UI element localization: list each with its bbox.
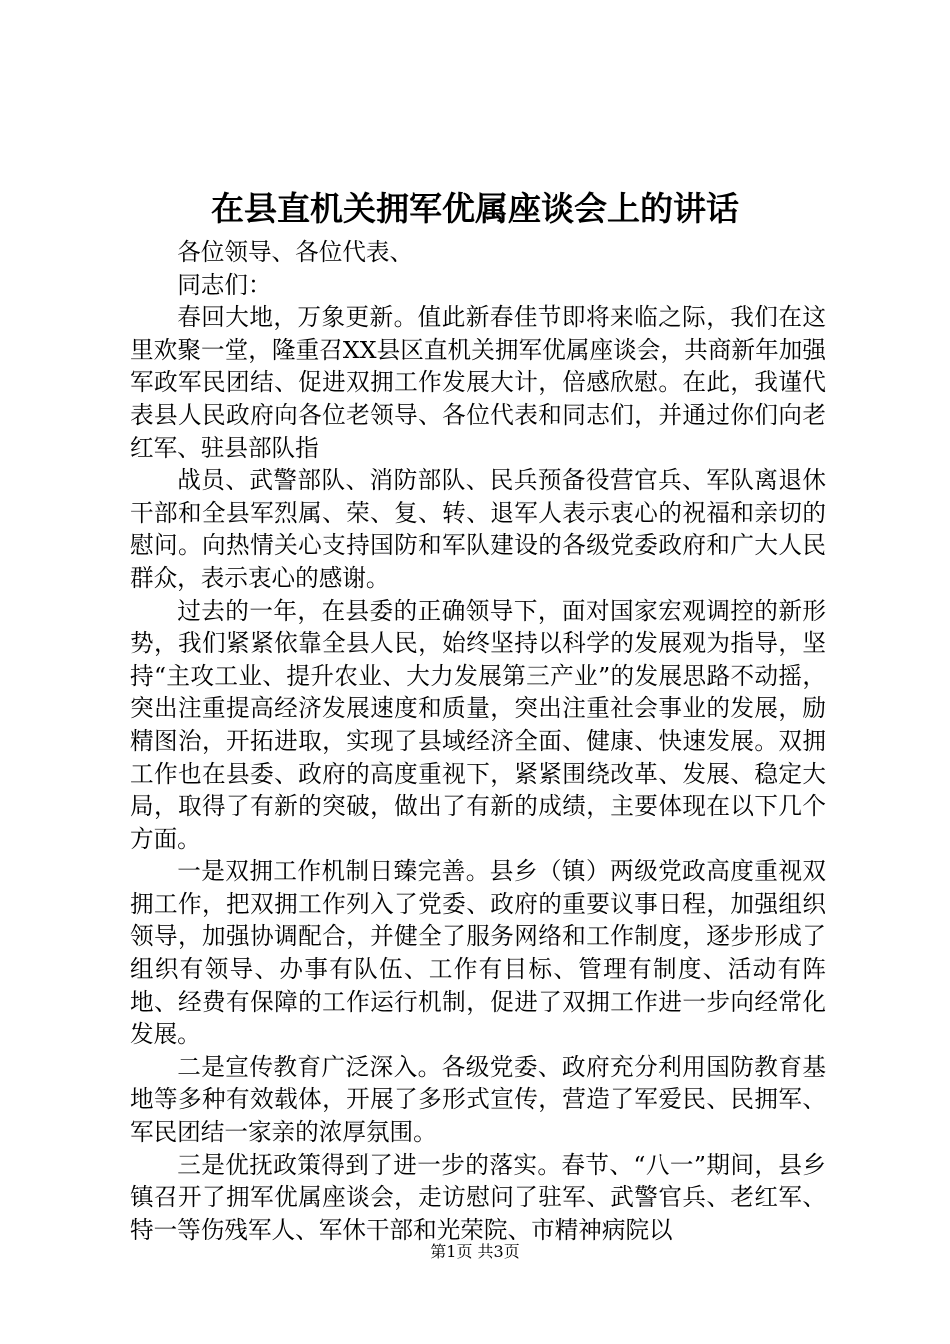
- paragraph: 三是优抚政策得到了进一步的落实。春节、“八一”期间，县乡镇召开了拥军优属座谈会，走访慰问了驻军、武警官兵、老红军、特一等伤残军人、军休干部和光荣院、市精神病院以: [130, 1150, 826, 1244]
- salutation-line-2: 同志们：: [177, 270, 272, 299]
- paragraph: 战员、武警部队、消防部队、民兵预备役营官兵、军队离退休干部和全县军烈属、荣、复、转、退军人表示衷心的祝福和亲切的慰问。向热情关心支持国防和军队建设的各级党委政府和广大人民群众，表示衷心的感谢。: [130, 466, 826, 592]
- paragraph: 二是宣传教育广泛深入。各级党委、政府充分利用国防教育基地等多种有效载体，开展了多形式宣传，营造了军爱民、民拥军、军民团结一家亲的浓厚氛围。: [130, 1052, 826, 1147]
- page-number-footer: 第1页 共3页: [430, 1242, 520, 1261]
- document-body: [130, 236, 826, 1246]
- paragraph: 一是双拥工作机制日臻完善。县乡（镇）两级党政高度重视双拥工作，把双拥工作列入了党委、政府的重要议事日程，加强组织领导，加强协调配合，并健全了服务网络和工作制度，逐步形成了组织有领导、办事有队伍、工作有目标、管理有制度、活动有阵地、经费有保障的工作运行机制，促进了双拥工作进一步向经常化发展。: [130, 857, 826, 1049]
- document-title: 在县直机关拥军优属座谈会上的讲话: [211, 189, 739, 228]
- paragraph: 过去的一年，在县委的正确领导下，面对国家宏观调控的新形势，我们紧紧依靠全县人民，始终坚持以科学的发展观为指导，坚持“主攻工业、提升农业、大力发展第三产业”的发展思路不动摇，突出注重提高经济发展速度和质量，突出注重社会事业的发展，励精图治，开拓进取，实现了县域经济全面、健康、快速发展。双拥工作也在县委、政府的高度重视下，紧紧围绕改革、发展、稳定大局，取得了有新的突破，做出了有新的成绩，主要体现在以下几个方面。: [130, 596, 826, 853]
- paragraph: 春回大地，万象更新。值此新春佳节即将来临之际，我们在这里欢聚一堂，隆重召XX县区直机关拥军优属座谈会，共商新年加强军政军民团结、促进双拥工作发展大计，倍感欣慰。在此，我谨代表县人民政府向各位老领导、各位代表和同志们，并通过你们向老红军、驻县部队指: [130, 303, 826, 462]
- salutation-line-1: 各位领导、各位代表、: [177, 238, 414, 266]
